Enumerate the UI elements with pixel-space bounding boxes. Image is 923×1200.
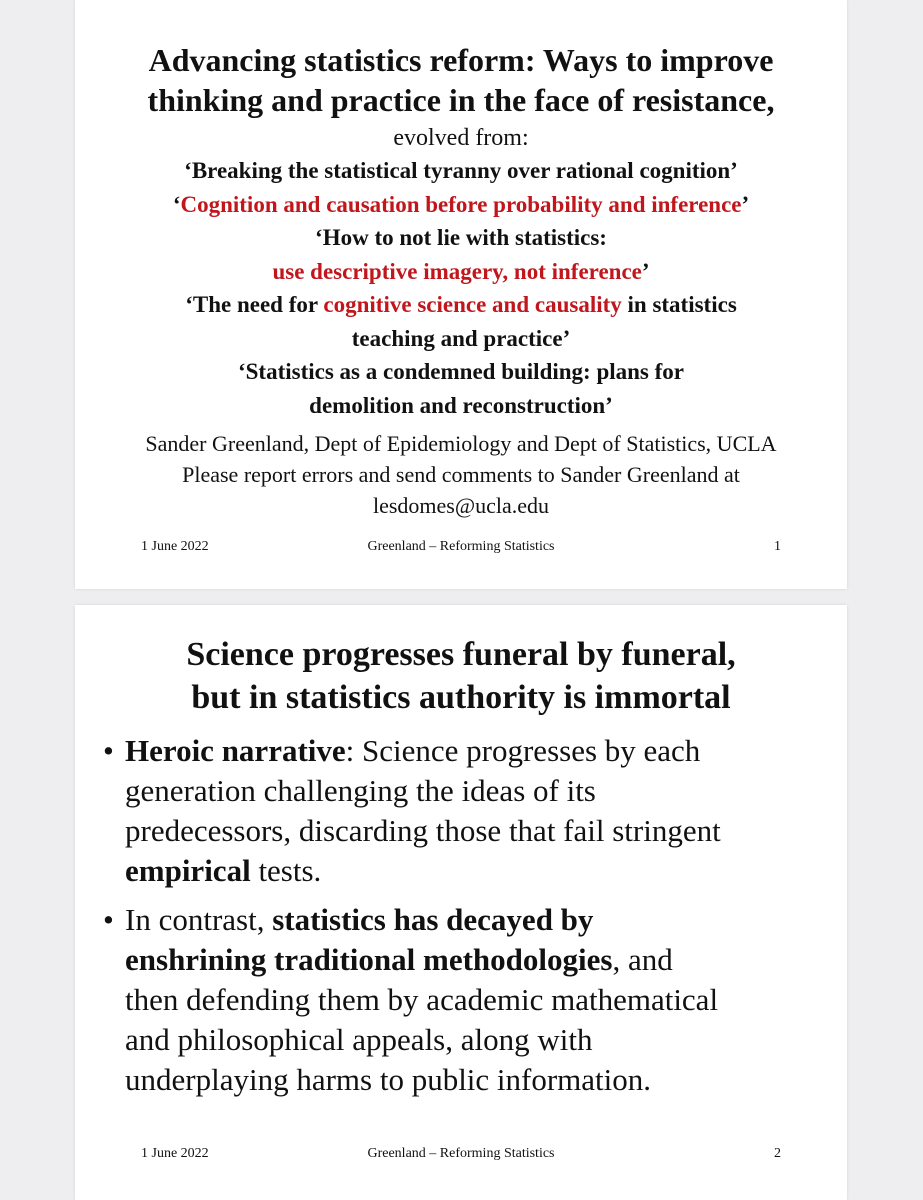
former-title-3-line-1: ‘How to not lie with statistics: (315, 225, 607, 250)
bullet-2-keyword-2: enshrining traditional methodologies (125, 942, 613, 977)
former-title-4-post: in statistics (621, 292, 737, 317)
former-title-5-line-2: demolition and reconstruction’ (309, 392, 613, 418)
former-title-2-highlight: Cognition and causation before probability and inference (180, 191, 742, 217)
bullet-1-text-4: tests. (250, 853, 322, 888)
bullet-2-line-5: underplaying harms to public information. (125, 1062, 652, 1097)
slide-1-subtitles (75, 122, 847, 422)
footer-date: 1 June 2022 (141, 539, 209, 554)
former-title-2-close: ’ (741, 191, 750, 217)
slide-2-footer (75, 1144, 847, 1164)
footer-page-number: 1 (774, 539, 781, 554)
former-title-1: ‘Breaking the statistical tyranny over rational cognition’ (184, 158, 738, 183)
bullet-2-keyword-1: statistics has decayed by (272, 902, 594, 937)
bullet-2-line-4: and philosophical appeals, along with (125, 1022, 593, 1057)
bullet-1-line-2: generation challenging the ideas of its (125, 773, 596, 808)
footer-title: Greenland – Reforming Statistics (367, 1146, 555, 1161)
bullet-1-line-3: predecessors, discarding those that fail stringent (125, 813, 721, 848)
bullet-1-keyword: Heroic narrative (125, 733, 346, 768)
bullet-2-line-3: then defending them by academic mathematical (125, 982, 719, 1017)
former-title-4-highlight: cognitive science and causality (323, 292, 622, 317)
bullet-marker: • (103, 902, 114, 937)
former-title-2-open: ‘ (172, 191, 181, 217)
slide-2-title-line-2: but in statistics authority is immortal (191, 679, 731, 716)
footer-date: 1 June 2022 (141, 1146, 209, 1161)
bullet-1-text-1: : Science progresses by each (345, 733, 701, 768)
slide-1 (75, 0, 847, 589)
slide-1-footer (75, 537, 847, 557)
bullet-1-keyword-2: empirical (125, 853, 251, 888)
bullet-marker: • (103, 733, 114, 768)
author-block (75, 428, 847, 521)
slide-2-title-line-1: Science progresses funeral by funeral, (186, 636, 736, 673)
former-title-4-pre: ‘The need for (185, 292, 324, 317)
slide-1-title (75, 40, 847, 120)
bullet-2-line-2 (125, 940, 843, 980)
slide-2-title (75, 633, 847, 719)
bullet-heroic-narrative (103, 731, 843, 891)
former-title-5-line-1: ‘Statistics as a condemned building: plans for (237, 359, 684, 384)
slide-2-bullet-list (103, 731, 843, 1109)
bullet-2-line-1 (125, 900, 843, 940)
former-title-3-close: ’ (641, 258, 650, 284)
slide-1-title-line-2: thinking and practice in the face of resistance, (147, 82, 775, 118)
footer-title: Greenland – Reforming Statistics (367, 539, 555, 554)
contact-email[interactable]: lesdomes@ucla.edu (372, 493, 550, 518)
slide-2 (75, 605, 847, 1200)
bullet-2-pre: In contrast, (125, 902, 273, 937)
bullet-1-line-1 (125, 731, 843, 771)
former-title-4-line-2: teaching and practice’ (351, 325, 571, 351)
former-title-3-highlight: use descriptive imagery, not inference (272, 258, 642, 284)
bullet-1-line-4 (125, 851, 843, 891)
author-affiliation: Sander Greenland, Dept of Epidemiology and Dept of Statistics, UCLA (145, 431, 777, 456)
bullet-in-contrast (103, 900, 843, 1100)
evolved-from-label: evolved from: (393, 125, 529, 151)
former-title-2 (75, 188, 847, 222)
bullet-2-text-2: , and (612, 942, 673, 977)
slide-1-title-line-1: Advancing statistics reform: Ways to improve (148, 42, 774, 78)
report-errors-note: Please report errors and send comments to Sander Greenland at (182, 462, 740, 487)
former-title-3-line-2 (75, 255, 847, 289)
former-title-4-line-1 (75, 288, 847, 322)
footer-page-number: 2 (774, 1146, 781, 1161)
